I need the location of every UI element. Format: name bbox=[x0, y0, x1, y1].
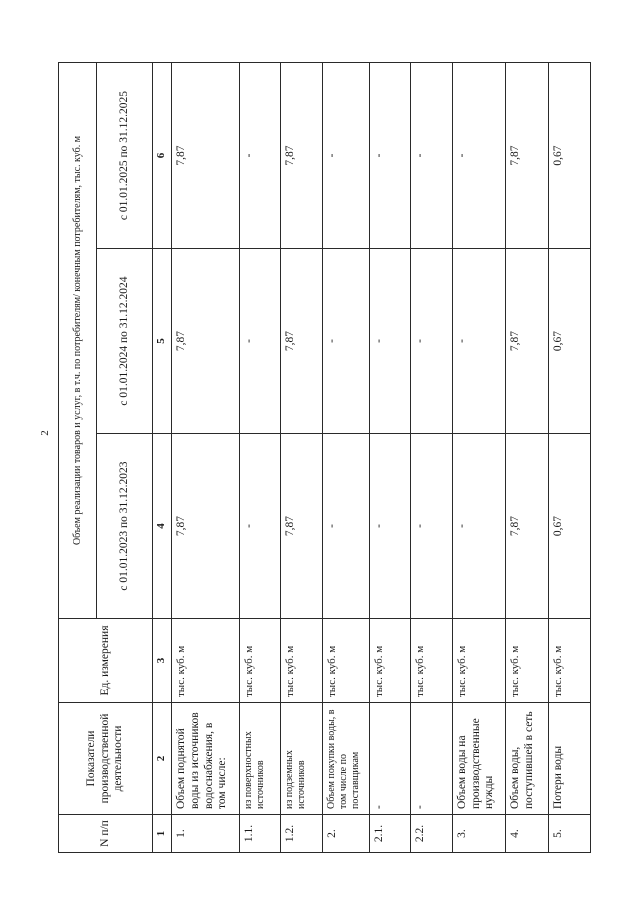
column-number: 5 bbox=[153, 249, 172, 434]
row-unit: тыс. куб. м bbox=[172, 619, 240, 703]
row-number: 3. bbox=[452, 815, 505, 853]
row-unit: тыс. куб. м bbox=[505, 619, 549, 703]
row-value-2025: 0,67 bbox=[549, 63, 591, 249]
row-indicator: из поверхностных источников bbox=[239, 703, 281, 815]
table-row bbox=[549, 63, 591, 853]
row-indicator: Потери воды bbox=[549, 703, 591, 815]
column-number: 6 bbox=[153, 63, 172, 249]
row-value-2024: - bbox=[322, 249, 369, 434]
row-unit: тыс. куб. м bbox=[322, 619, 369, 703]
header-period-2025: с 01.01.2025 по 31.12.2025 bbox=[97, 63, 153, 249]
row-value-2023: - bbox=[322, 434, 369, 619]
row-value-2023: - bbox=[369, 434, 411, 619]
table-row bbox=[452, 63, 505, 853]
row-value-2024: 7,87 bbox=[281, 249, 323, 434]
row-value-2023: 7,87 bbox=[505, 434, 549, 619]
row-number: 2.1. bbox=[369, 815, 411, 853]
header-num: N п/п bbox=[59, 815, 153, 853]
row-value-2023: - bbox=[452, 434, 505, 619]
table-row bbox=[281, 63, 323, 853]
table-row bbox=[411, 63, 453, 853]
row-value-2023: - bbox=[411, 434, 453, 619]
table-row bbox=[369, 63, 411, 853]
row-number: 1.1. bbox=[239, 815, 281, 853]
row-value-2025: 7,87 bbox=[281, 63, 323, 249]
row-value-2024: 0,67 bbox=[549, 249, 591, 434]
row-number: 5. bbox=[549, 815, 591, 853]
row-value-2025: - bbox=[411, 63, 453, 249]
header-unit: Ед. измерения bbox=[59, 619, 153, 703]
row-unit: тыс. куб. м bbox=[239, 619, 281, 703]
row-value-2023: 0,67 bbox=[549, 434, 591, 619]
header-sales-volume: Объем реализации товаров и услуг, в т.ч. по потребителям/ конечным потребителям, тыс. куб. м bbox=[59, 63, 97, 619]
row-unit: тыс. куб. м bbox=[549, 619, 591, 703]
row-value-2024: 7,87 bbox=[172, 249, 240, 434]
production-indicators-table bbox=[58, 62, 591, 853]
row-indicator: - bbox=[369, 703, 411, 815]
row-indicator: - bbox=[411, 703, 453, 815]
row-value-2024: - bbox=[369, 249, 411, 434]
column-number: 3 bbox=[153, 619, 172, 703]
table-row bbox=[172, 63, 240, 853]
row-value-2024: - bbox=[239, 249, 281, 434]
row-value-2023: 7,87 bbox=[281, 434, 323, 619]
row-value-2025: 7,87 bbox=[505, 63, 549, 249]
row-indicator: Объем покупки воды, в том числе по поставщикам bbox=[322, 703, 369, 815]
table-row bbox=[322, 63, 369, 853]
row-unit: тыс. куб. м bbox=[281, 619, 323, 703]
row-unit: тыс. куб. м bbox=[411, 619, 453, 703]
row-value-2025: - bbox=[239, 63, 281, 249]
column-number: 2 bbox=[153, 703, 172, 815]
header-indicator: Показатели производственной деятельности bbox=[59, 703, 153, 815]
row-indicator: Объем поднятой воды из источников водоснабжения, в том числе: bbox=[172, 703, 240, 815]
header-period-2024: с 01.01.2024 по 31.12.2024 bbox=[97, 249, 153, 434]
row-indicator: Объем воды на производственные нужды bbox=[452, 703, 505, 815]
row-indicator: Объем воды, поступившей в сеть bbox=[505, 703, 549, 815]
table-row bbox=[239, 63, 281, 853]
row-value-2025: - bbox=[452, 63, 505, 249]
column-number-row bbox=[153, 63, 172, 853]
table-row bbox=[505, 63, 549, 853]
header-period-2023: с 01.01.2023 по 31.12.2023 bbox=[97, 434, 153, 619]
column-number: 4 bbox=[153, 434, 172, 619]
row-value-2023: 7,87 bbox=[172, 434, 240, 619]
row-value-2024: - bbox=[411, 249, 453, 434]
row-unit: тыс. куб. м bbox=[369, 619, 411, 703]
row-number: 2. bbox=[322, 815, 369, 853]
row-number: 1.2. bbox=[281, 815, 323, 853]
row-value-2025: - bbox=[322, 63, 369, 249]
page-number: 2 bbox=[39, 430, 51, 436]
row-number: 4. bbox=[505, 815, 549, 853]
row-value-2025: 7,87 bbox=[172, 63, 240, 249]
row-number: 1. bbox=[172, 815, 240, 853]
column-number: 1 bbox=[153, 815, 172, 853]
row-number: 2.2. bbox=[411, 815, 453, 853]
row-value-2023: - bbox=[239, 434, 281, 619]
row-unit: тыс. куб. м bbox=[452, 619, 505, 703]
row-value-2024: - bbox=[452, 249, 505, 434]
document-table-container bbox=[58, 63, 591, 853]
row-value-2024: 7,87 bbox=[505, 249, 549, 434]
row-indicator: из подземных источников bbox=[281, 703, 323, 815]
row-value-2025: - bbox=[369, 63, 411, 249]
